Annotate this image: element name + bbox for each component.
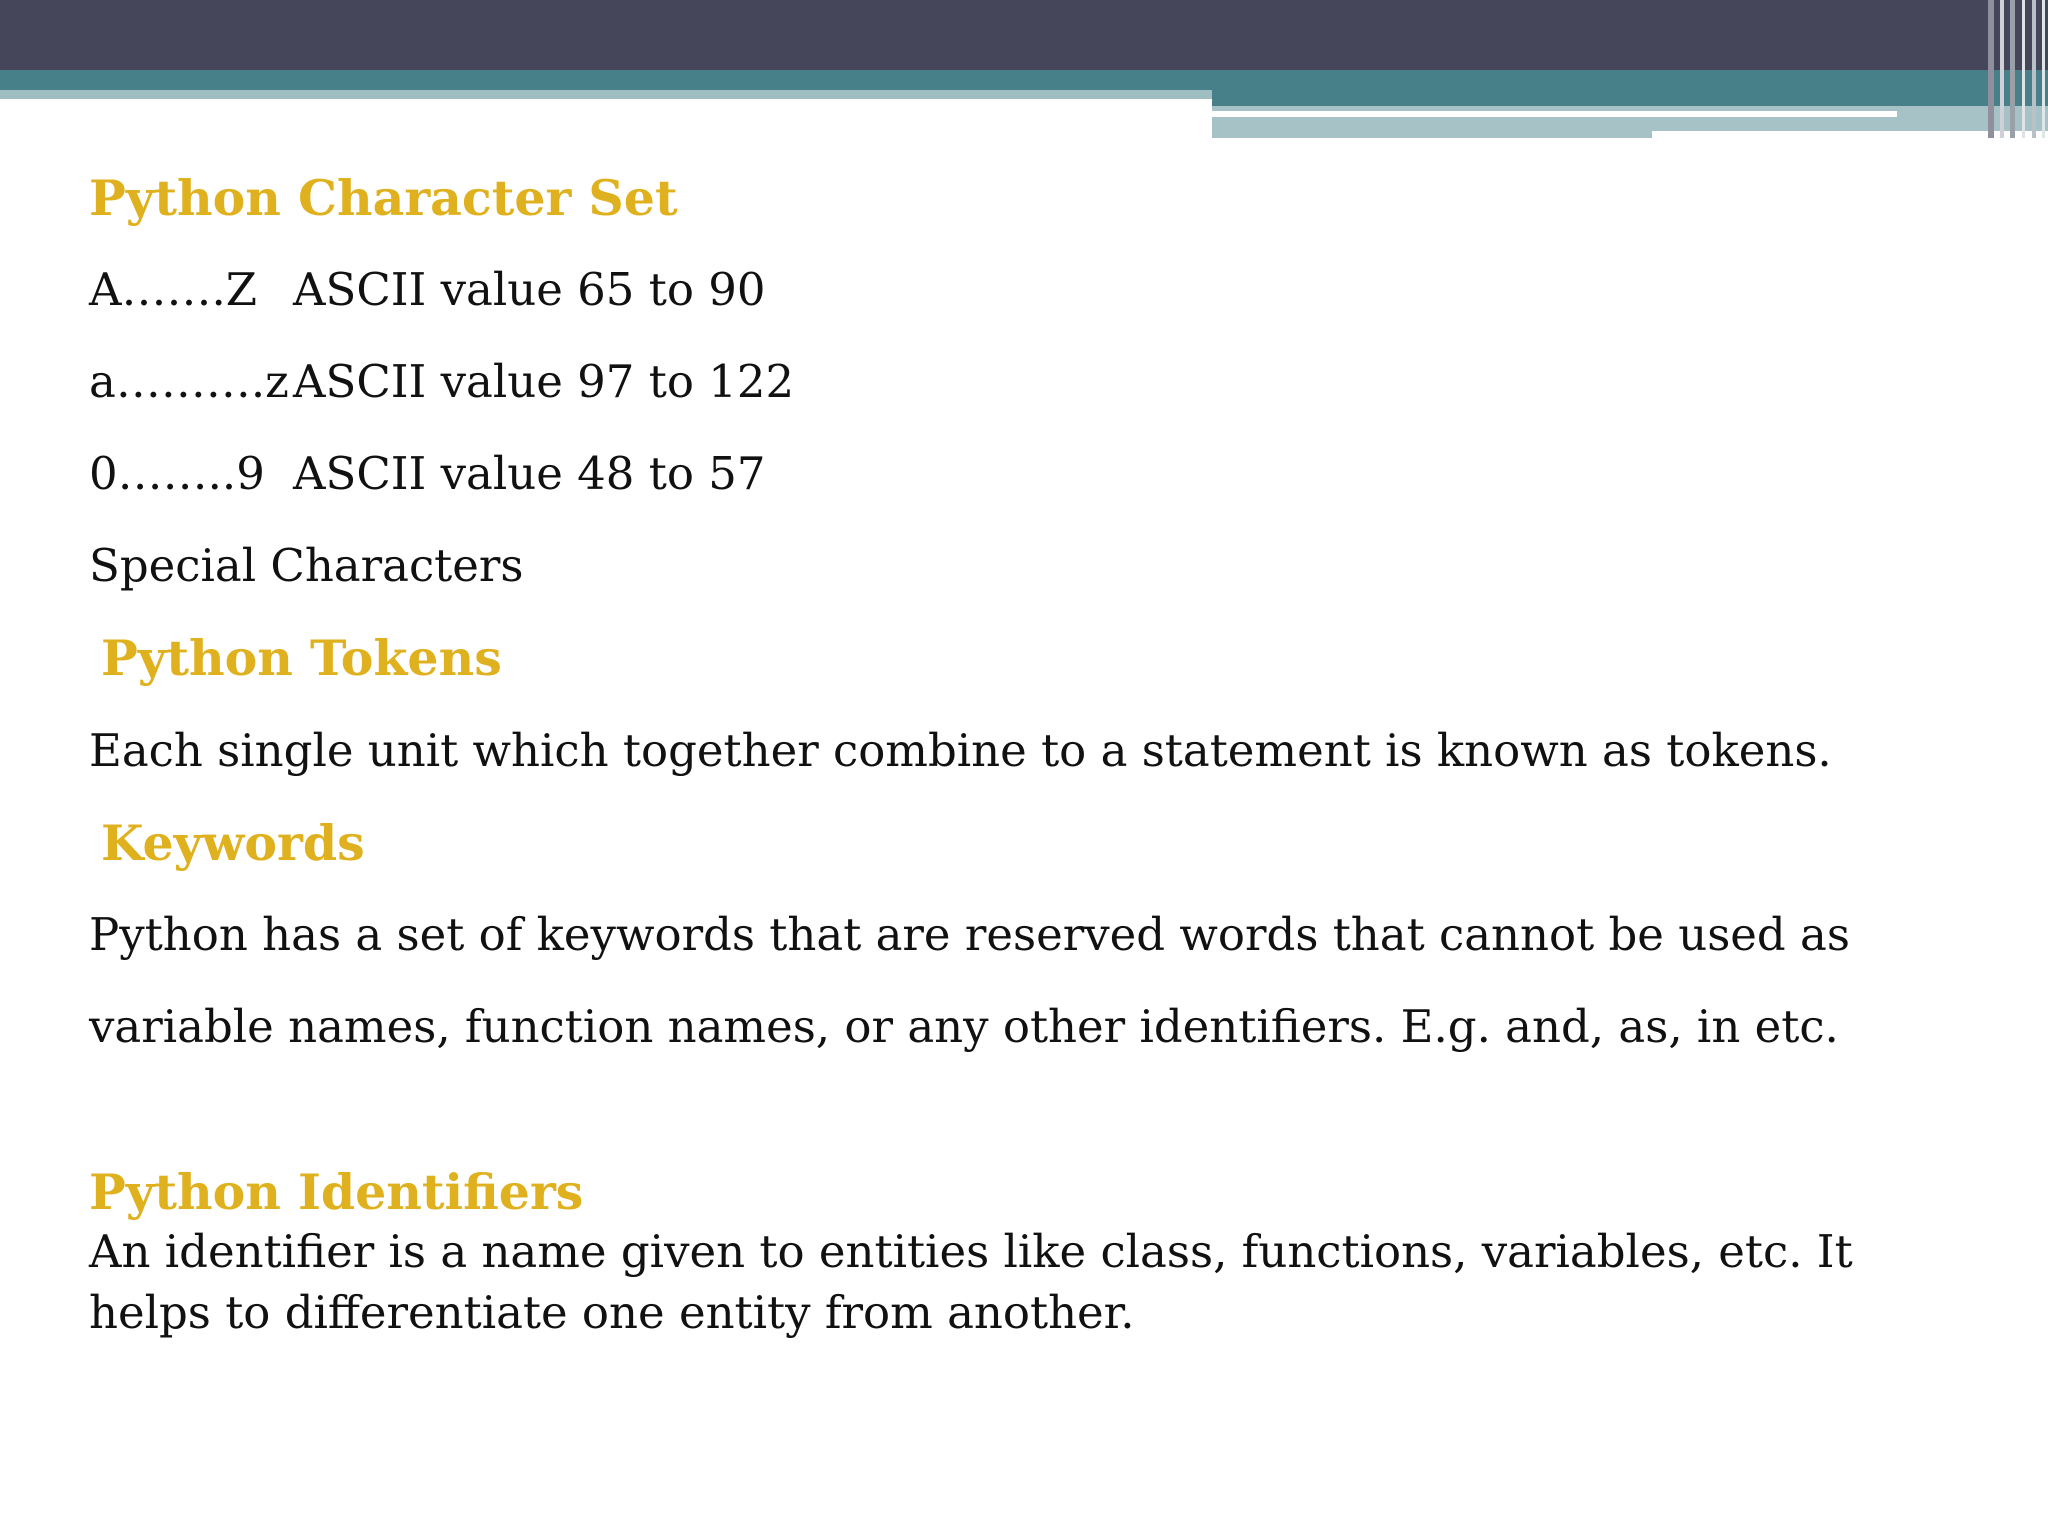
identifiers-heading: Python Identifiers <box>89 1163 584 1221</box>
charset-range: 0……..9 <box>89 447 265 500</box>
charset-desc: ASCII value 65 to 90 <box>293 263 766 316</box>
tokens-heading: Python Tokens <box>101 629 502 687</box>
tokens-text: Each single unit which together combine to a statement is known as tokens. <box>89 724 1832 777</box>
charset-range: a……….z <box>89 355 289 408</box>
header-stripe <box>2000 0 2004 138</box>
keywords-text-line1: Python has a set of keywords that are reserved words that cannot be used as <box>89 908 1850 961</box>
header-stripe <box>2022 0 2025 138</box>
header-bar-light-left <box>0 90 1212 99</box>
special-characters: Special Characters <box>89 539 524 592</box>
charset-row-digits <box>89 446 765 502</box>
header-stripe <box>2032 0 2036 138</box>
charset-desc: ASCII value 48 to 57 <box>293 447 766 500</box>
keywords-text-line2: variable names, function names, or any other identifiers. E.g. and, as, in etc. <box>89 1000 1839 1053</box>
charset-row-lowercase <box>89 354 794 410</box>
header-stripe <box>1988 0 1994 138</box>
charset-row-uppercase <box>89 262 765 318</box>
header-bar-dark <box>0 0 2048 70</box>
identifiers-text-line2: helps to differentiate one entity from another. <box>89 1286 1135 1339</box>
charset-desc: ASCII value 97 to 122 <box>293 355 795 408</box>
header-stripe <box>2010 0 2015 138</box>
header-stripe <box>2042 0 2045 138</box>
header-bar-white-line <box>1212 111 1897 117</box>
charset-range: A…….Z <box>89 263 258 316</box>
keywords-heading: Keywords <box>101 814 365 872</box>
identifiers-text-line1: An identifier is a name given to entities like class, functions, variables, etc. It <box>89 1225 1853 1278</box>
header-bar-teal-right <box>1212 90 2048 106</box>
charset-heading: Python Character Set <box>89 169 678 227</box>
header-bar-teal <box>0 70 2048 90</box>
